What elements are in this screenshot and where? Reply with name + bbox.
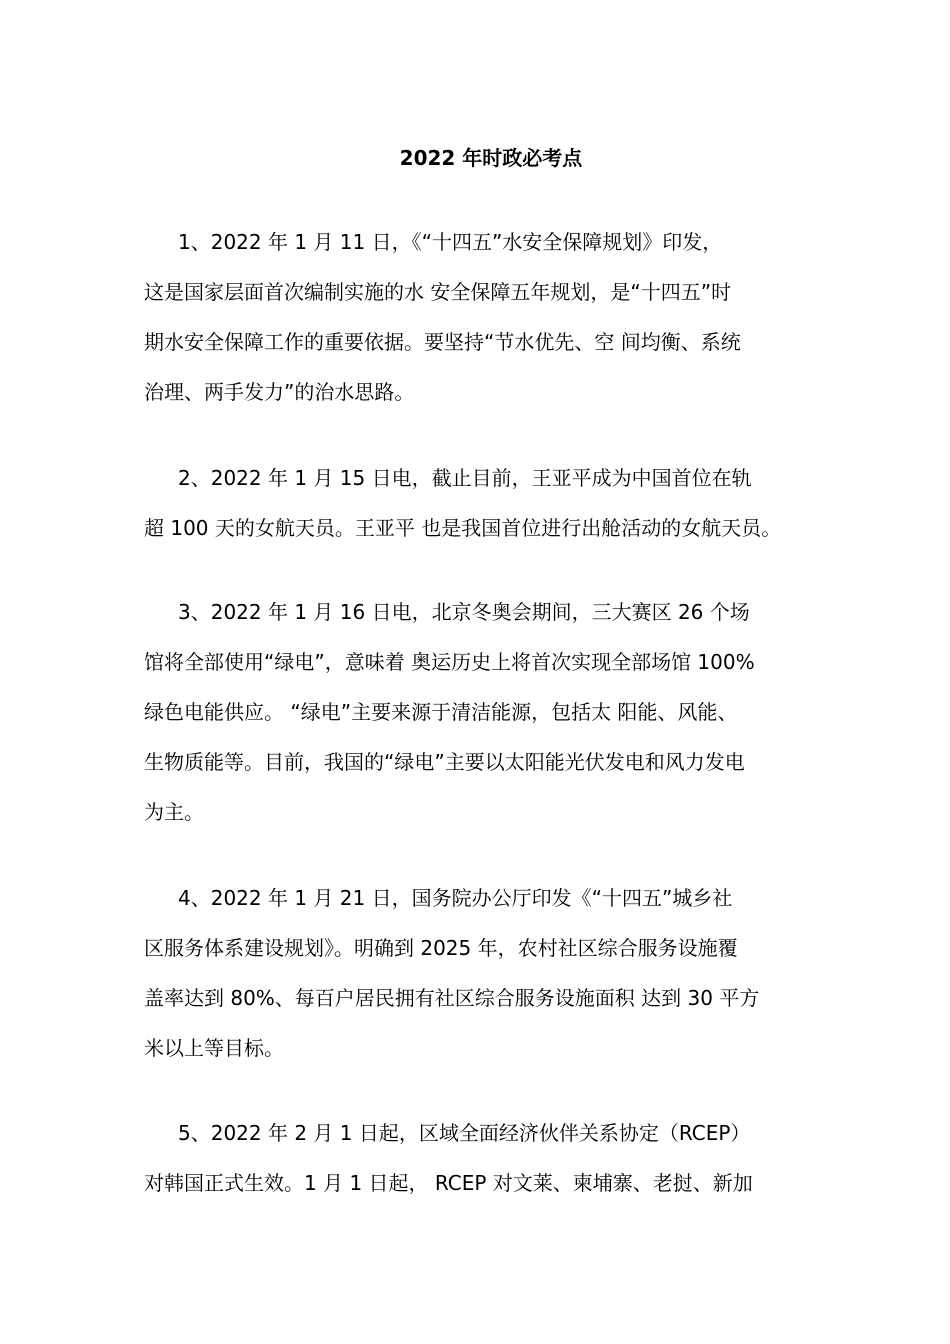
paragraph-2 [144, 453, 824, 553]
paragraph-line: 绿色电能供应。 “绿电”主要来源于清洁能源，包括太 阳能、风能、 [144, 700, 738, 724]
paragraph-line: 盖率达到 80%、每百户居民拥有社区综合服务设施面积 达到 30 平方 [144, 986, 760, 1010]
paragraph-line: 馆将全部使用“绿电”，意味着 奥运历史上将首次实现全部场馆 100% [144, 650, 755, 674]
paragraph-5 [144, 1108, 824, 1208]
paragraph-line: 区服务体系建设规划》。明确到 2025 年，农村社区综合服务设施覆 [144, 936, 738, 960]
paragraph-line: 2、2022 年 1 月 15 日电，截止目前，王亚平成为中国首位在轨 [178, 466, 752, 490]
paragraph-line: 期水安全保障工作的重要依据。要坚持“节水优先、空 间均衡、系统 [144, 330, 741, 354]
paragraph-3 [144, 587, 824, 837]
document-title: 2022 年时政必考点 [399, 146, 583, 170]
paragraph-line: 超 100 天的女航天员。王亚平 也是我国首位进行出舱活动的女航天员。 [144, 516, 782, 540]
paragraph-line: 1、2022 年 1 月 11 日，《“十四五”水安全保障规划》印发， [178, 230, 723, 254]
paragraph-line: 对韩国正式生效。1 月 1 日起， RCEP 对文莱、柬埔寨、老挝、新加 [144, 1171, 753, 1195]
paragraph-line: 4、2022 年 1 月 21 日，国务院办公厅印发《“十四五”城乡社 [178, 886, 733, 910]
paragraph-line: 这是国家层面首次编制实施的水 安全保障五年规划，是“十四五”时 [144, 280, 732, 304]
paragraph-line: 为主。 [144, 800, 204, 824]
paragraph-1 [144, 217, 824, 417]
paragraph-line: 米以上等目标。 [144, 1036, 284, 1060]
paragraph-line: 治理、两手发力”的治水思路。 [144, 380, 415, 404]
paragraph-line: 5、2022 年 2 月 1 日起，区域全面经济伙伴关系协定（RCEP） [178, 1121, 751, 1145]
paragraph-line: 3、2022 年 1 月 16 日电，北京冬奥会期间，三大赛区 26 个场 [178, 600, 750, 624]
paragraph-4 [144, 873, 824, 1073]
paragraph-line: 生物质能等。目前，我国的“绿电”主要以太阳能光伏发电和风力发电 [144, 750, 745, 774]
